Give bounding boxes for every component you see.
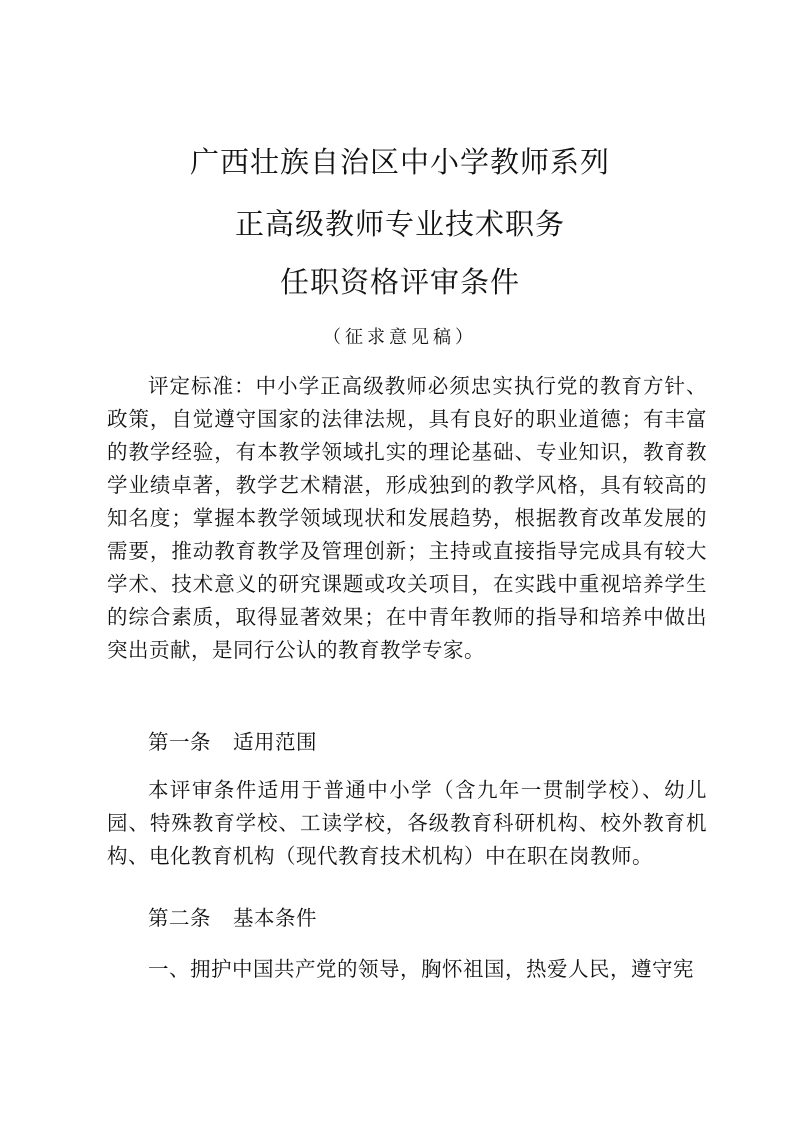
article-2-title: 基本条件	[233, 906, 317, 930]
article-1-text: 本评审条件适用于普通中小学（含九年一贯制学校）、幼儿园、特殊教育学校、工读学校，各级教育科研机构、校外教育机构、电化教育机构（现代教育技术机构）中在职在岗教师。	[107, 778, 707, 868]
article-2-heading	[148, 903, 708, 933]
article-2-text: 一、拥护中国共产党的领导，胸怀祖国，热爱人民，遵守宪	[148, 957, 694, 981]
document-title-line-2: 正高级教师专业技术职务	[234, 207, 565, 241]
article-1-number: 第一条	[148, 730, 211, 754]
document-title-line-3: 任职资格评审条件	[279, 265, 520, 299]
document-subtitle: （征求意见稿）	[323, 327, 477, 348]
evaluation-standard-paragraph: 评定标准：中小学正高级教师必须忠实执行党的教育方针、政策，自觉遵守国家的法律法规，具有良好的职业道德；有丰富的教学经验，有本教学领域扎实的理论基础、专业知识，教育教学业绩卓著，教学艺术精湛，形成独到的教学风格，具有较高的知名度；掌握本教学领域现状和发展趋势，根据教育改革发展的需要，推动教育教学及管理创新；主持或直接指导完成具有较大学术、技术意义的研究课题或攻关项目，在实践中重视培养学生的综合素质，取得显著效果；在中青年教师的指导和培养中做出突出贡献，是同行公认的教育教学专家。	[107, 374, 707, 662]
article-1-title: 适用范围	[233, 730, 317, 754]
article-2-number: 第二条	[148, 906, 211, 930]
article-1-heading	[148, 727, 708, 757]
document-title-line-1: 广西壮族自治区中小学教师系列	[189, 145, 610, 179]
